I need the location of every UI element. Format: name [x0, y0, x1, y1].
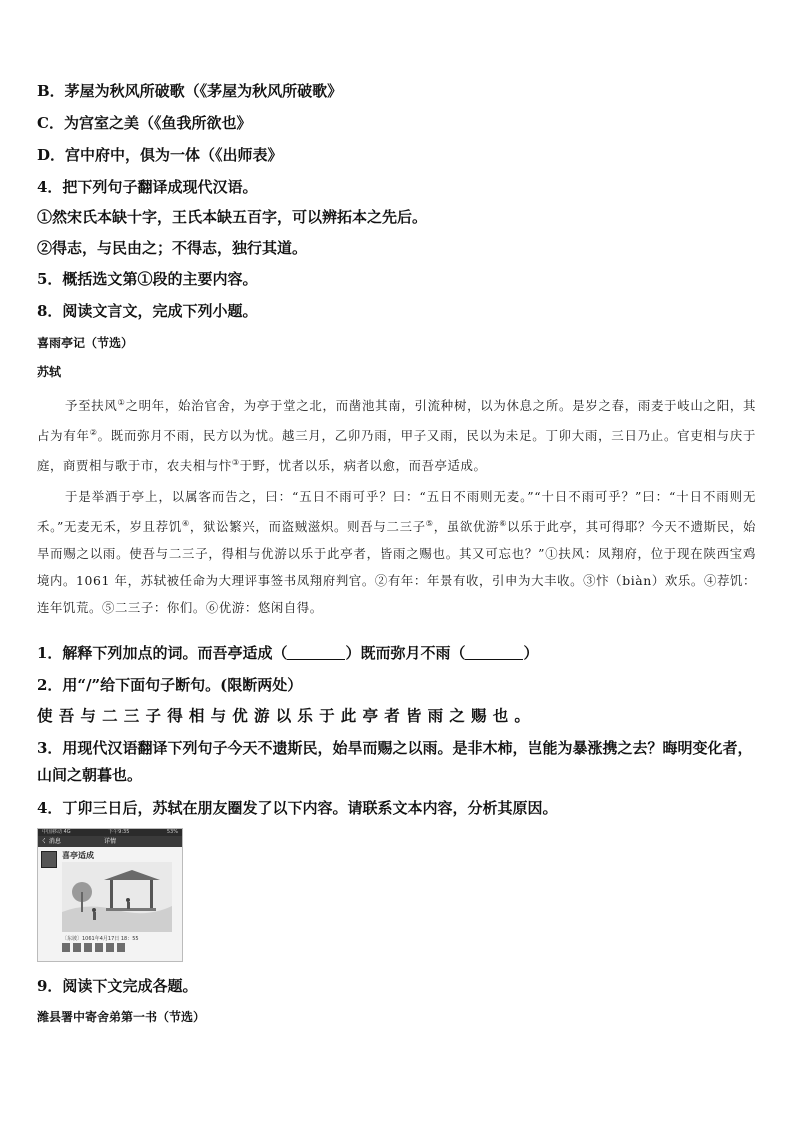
carrier-text: 中国移动 4G: [42, 829, 71, 835]
question-2-sentence: 使吾与二三子得相与优游以乐于此亭者皆雨之赐也。: [37, 706, 537, 725]
question-1: 1．解释下列加点的词。而吾亭适成（ ）既而弥月不雨（ ）: [37, 644, 539, 662]
question-4: 4．丁卯三日后，苏轼在朋友圈发了以下内容。请联系文本内容，分析其原因。: [37, 799, 558, 817]
passage-author: 苏轼: [37, 365, 62, 379]
like-avatar: [106, 943, 114, 952]
answer-blank-1[interactable]: [287, 645, 345, 660]
nav-bar: [38, 836, 182, 847]
question-8-heading: 8．阅读文言文，完成下列小题。: [37, 302, 258, 320]
post-title: 喜亭适成: [62, 850, 94, 860]
moments-screenshot: [37, 828, 183, 962]
like-avatar: [62, 943, 70, 952]
like-avatars: [62, 943, 125, 953]
like-avatar: [73, 943, 81, 952]
question-2: 2．用“/”给下面句子断句。(限断两处）: [37, 676, 303, 694]
like-avatar: [84, 943, 92, 952]
passage-paragraph-1: 予至扶风①之明年，始治官舍，为亭于堂之北，而凿池其南，引流种树，以为休息之所。是岁之春，雨麦于岐山之阳，其占为有年②。既而弥月不雨，民方以为忧。越三月，乙卯乃雨，甲子又雨，民以为未足。丁卯大雨，三日乃止。官吏相与庆于庭，商贾相与歌于市，农夫相与忭③于野，忧者以乐，病者以愈，而吾亭适成。: [37, 398, 756, 474]
back-button[interactable]: く 消息: [41, 838, 61, 845]
battery-text: 53%: [166, 829, 178, 835]
sentence-1: ①然宋氏本缺十字，王氏本缺五百字，可以辨拓本之先后。: [37, 208, 428, 226]
pavilion-painting-icon: [62, 862, 172, 932]
like-avatar: [95, 943, 103, 952]
question-3: 3．用现代汉语翻译下列句子今天不遗斯民，始旱而赐之以雨。是非木柿，岂能为暴涨携之去？晦明变化者，山间之朝暮也。: [37, 739, 753, 784]
answer-blank-2[interactable]: [465, 645, 523, 660]
passage-title: 喜雨亭记（节选）: [37, 336, 134, 350]
time-text: 下午9:35: [108, 829, 130, 835]
pavilion-painting-image: [62, 862, 172, 932]
like-avatar: [117, 943, 125, 952]
post-caption: 〔东坡〕1061年4月17日 18：55: [62, 936, 139, 942]
option-d: D．宫中府中，俱为一体（《出师表》: [37, 146, 283, 164]
nav-title: 详情: [103, 838, 116, 845]
next-passage-title: 潍县署中寄舍弟第一书（节选）: [37, 1010, 206, 1024]
question-4-heading: 4．把下列句子翻译成现代汉语。: [37, 178, 258, 196]
option-c: C．为宫室之美（《鱼我所欲也》: [37, 114, 252, 132]
question-5-heading: 5．概括选文第①段的主要内容。: [37, 270, 258, 288]
passage-paragraph-2: 于是举酒于亭上，以属客而告之，曰：“五日不雨可乎？曰：“五日不雨则无麦。”“十日不雨可乎？”曰：“十日不雨则无禾。”无麦无禾，岁且荐饥④，狱讼繁兴，而盗贼滋炽。则吾与二三子⑤，虽欲优游⑥以乐于此亭，其可得耶？今天不遗斯民，始旱而赐之以雨。使吾与二三子，得相与优游以乐于此亭者，皆雨之赐也。其又可忘也？”①扶风：凤翔府，位于现在陕西宝鸡境内。1061 年，苏轼被任命为大理评事签书凤翔府判官。②有年：年景有收，引申为大丰收。③忭（biàn）欢乐。④荐饥：连年饥荒。⑤二三子：你们。⑥优游：悠闲自得。: [37, 489, 756, 616]
question-9-heading: 9．阅读下文完成各题。: [37, 977, 198, 995]
avatar: [41, 851, 57, 868]
status-bar: [38, 829, 182, 836]
option-b: B．茅屋为秋风所破歌（《茅屋为秋风所破歌》: [37, 82, 343, 100]
sentence-2: ②得志，与民由之；不得志，独行其道。: [37, 239, 308, 257]
